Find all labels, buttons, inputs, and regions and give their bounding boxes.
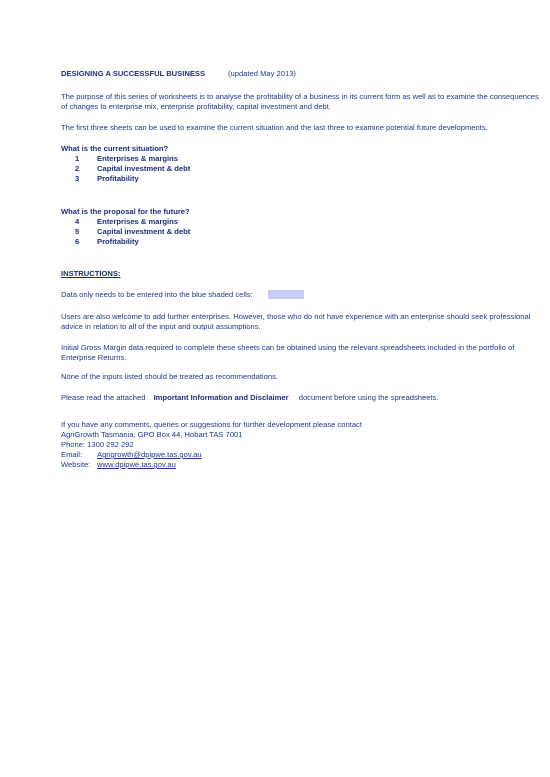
contact-address: AgriGrowth Tasmania, GPO Box 44, Hobart TAS 7001 xyxy=(61,430,243,439)
website-link[interactable]: www.dpipwe.tas.gov.au xyxy=(97,460,176,469)
email-link[interactable]: Agrigrowth@dpipwe.tas.gov.au xyxy=(97,450,202,459)
instructions-paragraph-2: Users are also welcome to add further enterprises. However, those who do not have experience with an enterprise should seek professional advice in relation to all of the input and output assumptions. xyxy=(61,312,531,331)
intro-paragraph-2: The first three sheets can be used to examine the current situation and the last three to examine potential future developments. xyxy=(61,123,488,132)
updated-note: (updated May 2013) xyxy=(228,69,296,78)
contact-website-row: Website: www.dpipwe.tas.gov.au xyxy=(61,460,176,469)
document-title: DESIGNING A SUCCESSFUL BUSINESS xyxy=(61,69,206,78)
instructions-heading: INSTRUCTIONS: xyxy=(61,269,121,278)
future-heading: What is the proposal for the future? xyxy=(61,207,190,216)
contact-intro: If you have any comments, queries or suggestions for further development please contact xyxy=(61,420,362,429)
intro-paragraph-1: The purpose of this series of worksheets is to analyse the profitability of a business in its current form as well as to examine the consequences of changes to enterprise mix, enterprise profitability, capital investment and debt. xyxy=(61,92,539,111)
contact-email-row: Email: Agrigrowth@dpipwe.tas.gov.au xyxy=(61,450,202,459)
current-heading: What is the current situation? xyxy=(61,144,169,153)
disclaimer-reference: Important Information and Disclaimer xyxy=(153,393,289,402)
blue-shaded-cell-sample xyxy=(268,290,304,299)
instructions-paragraph-3: Initial Gross Margin data required to complete these sheets can be obtained using the relevant spreadsheets included in the portfolio of Enterprise Returns. xyxy=(61,343,515,362)
contact-phone: Phone: 1300 292 292 xyxy=(61,440,134,449)
instructions-paragraph-1: Data only needs to be entered into the blue shaded cells: xyxy=(61,290,253,299)
instructions-paragraph-4: None of the inputs listed should be treated as recommendations. xyxy=(61,372,278,381)
instructions-paragraph-5: Please read the attached Important Information and Disclaimer document before using the spreadsheets. xyxy=(61,393,439,402)
